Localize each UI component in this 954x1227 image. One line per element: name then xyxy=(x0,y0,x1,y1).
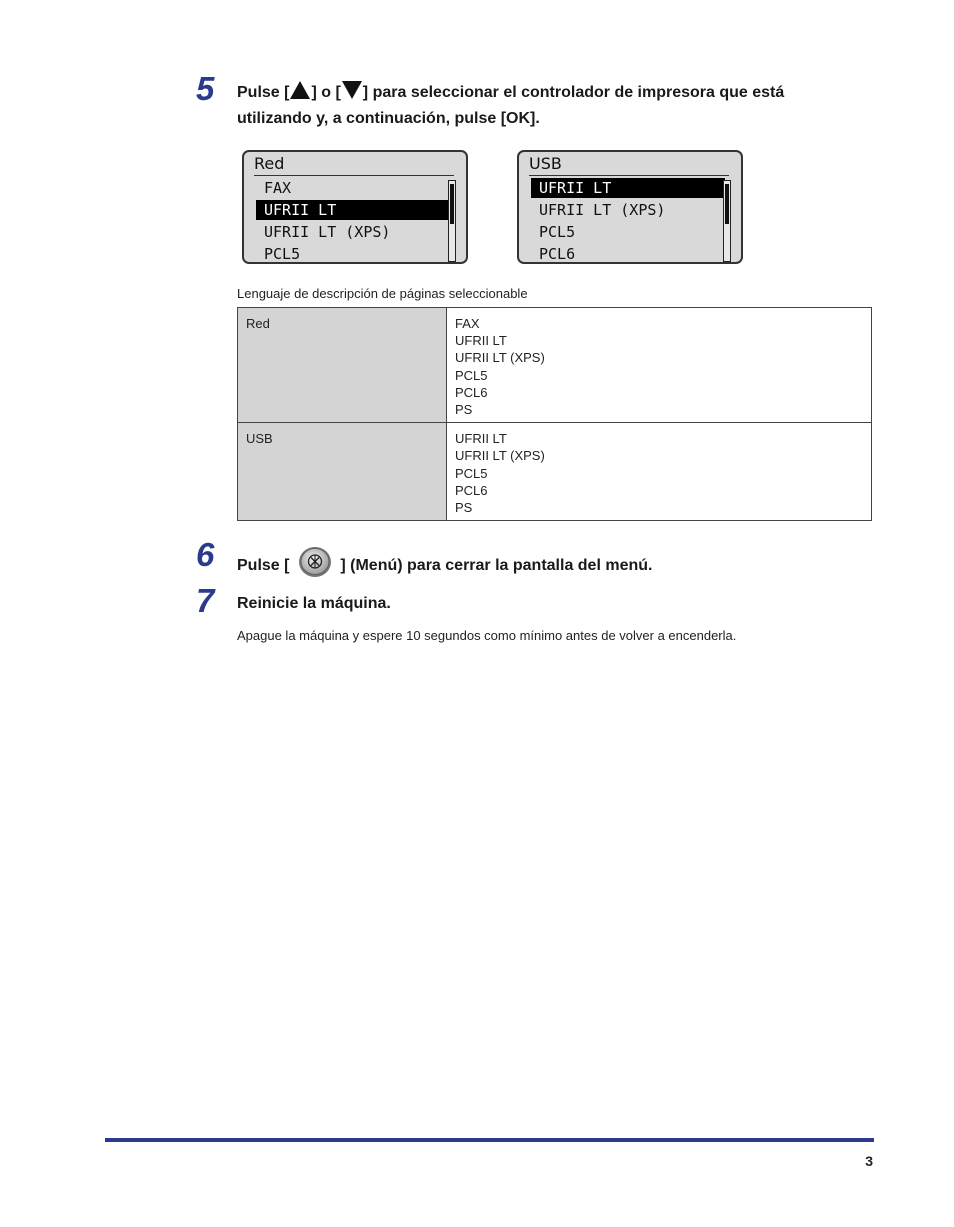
table-value: PCL6 xyxy=(455,482,488,498)
footer-rule xyxy=(105,1138,874,1142)
lcd-item: PCL6 xyxy=(539,245,576,263)
step-5-text-a: Pulse [ xyxy=(237,84,290,101)
menu-button-icon xyxy=(298,546,332,578)
table-value-cell xyxy=(447,423,872,521)
step-6-text-b: ] (Menú) para cerrar la pantalla del menú. xyxy=(340,557,653,574)
lcd-title: Red xyxy=(254,154,285,173)
language-table xyxy=(237,307,872,521)
step-7-number: 7 xyxy=(196,582,215,619)
table-value-cell xyxy=(447,308,872,423)
step-6-number: 6 xyxy=(196,536,215,573)
down-arrow-icon xyxy=(341,80,363,100)
step-5-text-b: ] o [ xyxy=(311,84,341,101)
lcd-divider xyxy=(529,175,729,176)
lcd-screen-usb xyxy=(517,150,743,264)
step-6-instruction xyxy=(237,546,652,579)
table-row xyxy=(238,423,872,521)
page-number: 3 xyxy=(865,1153,873,1169)
table-key-cell: Red xyxy=(238,308,447,423)
table-value: UFRII LT (XPS) xyxy=(455,448,545,464)
lcd-item: UFRII LT (XPS) xyxy=(264,223,391,241)
table-value: FAX xyxy=(455,316,480,331)
lcd-item-selected: UFRII LT xyxy=(531,178,725,198)
step-5-text-c: ] para seleccionar el controlador de impresora que está xyxy=(362,84,785,101)
table-value: UFRII LT xyxy=(455,431,507,447)
table-value: PCL6 xyxy=(455,384,488,400)
lcd-item: PCL5 xyxy=(264,245,301,263)
table-value: UFRII LT xyxy=(455,333,507,349)
step-6-text-a: Pulse [ xyxy=(237,557,290,574)
table-value: PS xyxy=(455,402,473,418)
lcd-scrollbar xyxy=(723,180,731,262)
lcd-item: FAX xyxy=(264,179,292,197)
lcd-scroll-thumb xyxy=(725,184,729,224)
lcd-screen-red xyxy=(242,150,468,264)
lcd-item: UFRII LT (XPS) xyxy=(539,201,666,219)
table-value: PCL5 xyxy=(455,367,488,383)
up-arrow-icon xyxy=(289,80,311,100)
step-5-text-d: utilizando y, a continuación, pulse [OK]. xyxy=(237,110,540,127)
table-caption: Lenguaje de descripción de páginas seleccionable xyxy=(237,286,528,301)
table-key-cell: USB xyxy=(238,423,447,521)
lcd-item-selected: UFRII LT xyxy=(256,200,450,220)
table-value: PCL5 xyxy=(455,465,488,481)
lcd-title: USB xyxy=(529,154,562,173)
table-row xyxy=(238,308,872,423)
table-value: UFRII LT (XPS) xyxy=(455,350,545,366)
lcd-scrollbar xyxy=(448,180,456,262)
lcd-item: PCL5 xyxy=(539,223,576,241)
table-value: PS xyxy=(455,500,473,516)
lcd-divider xyxy=(254,175,454,176)
lcd-scroll-thumb xyxy=(450,184,454,224)
step-5-number: 5 xyxy=(196,70,215,107)
step-5-instruction xyxy=(237,80,784,132)
step-7-note: Apague la máquina y espere 10 segundos como mínimo antes de volver a encenderla. xyxy=(237,628,737,643)
step-7-instruction: Reinicie la máquina. xyxy=(237,595,391,612)
